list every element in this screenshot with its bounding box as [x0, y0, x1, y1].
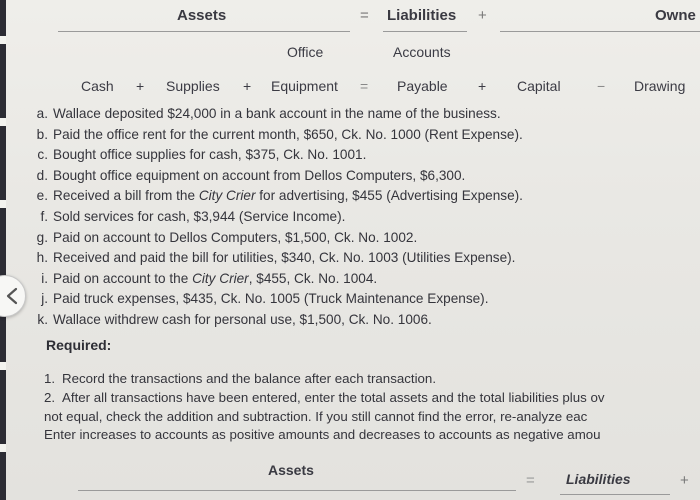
transaction-letter: d.: [36, 167, 48, 183]
col-equipment: Equipment: [271, 78, 338, 94]
transaction-text: Paid on account to the: [53, 270, 193, 286]
col-office: Office: [287, 44, 324, 60]
header-rule-liabilities: [383, 31, 467, 32]
transaction-text: Bought office supplies for cash, $375, Ck. No. 1001.: [53, 147, 367, 163]
header-assets: Assets: [177, 7, 227, 24]
col-plus-3: +: [478, 78, 487, 94]
header-liabilities: Liabilities: [387, 7, 457, 24]
transaction-letter: k.: [37, 311, 48, 327]
required-item-text: Record the transactions and the balance after each transaction.: [62, 371, 437, 386]
transaction-letter: b.: [36, 126, 48, 142]
edge-mark: [0, 444, 6, 452]
transaction-item: [30, 186, 523, 207]
col-drawing: Drawing: [634, 78, 686, 94]
chevron-left-icon: [5, 287, 19, 305]
header-plus: +: [478, 7, 487, 24]
transaction-text: Wallace withdrew cash for personal use, $1,500, Ck. No. 1006.: [53, 311, 432, 327]
col-capital: Capital: [517, 78, 561, 94]
col-accounts: Accounts: [393, 44, 451, 60]
transaction-letter: i.: [41, 270, 48, 286]
transactions-list: [30, 104, 523, 331]
transaction-item: [30, 207, 523, 228]
col-plus-2: +: [243, 78, 252, 94]
transaction-letter: e.: [36, 188, 48, 204]
transaction-item: [30, 166, 523, 187]
transaction-text: Sold services for cash, $3,944 (Service Income).: [53, 208, 346, 224]
bottom-rule-assets: [78, 490, 516, 491]
bottom-header-equals: =: [526, 472, 535, 489]
transaction-vendor-name: City Crier: [192, 270, 249, 286]
transaction-text: Received and paid the bill for utilities, $340, Ck. No. 1003 (Utilities Expense).: [53, 250, 516, 266]
transaction-letter: g.: [36, 229, 48, 245]
header-rule-owners: [500, 31, 700, 32]
bottom-header-assets: Assets: [268, 462, 314, 478]
required-item-1: [44, 370, 605, 389]
transaction-text: Wallace deposited $24,000 in a bank account in the name of the business.: [53, 106, 501, 121]
transaction-letter: h.: [36, 250, 48, 266]
required-item-text: After all transactions have been entered, enter the total assets and the total liabilities plus ov: [62, 389, 605, 405]
transaction-item: [30, 228, 523, 249]
transaction-item: [30, 104, 523, 125]
required-item-2-continued: [44, 408, 605, 427]
transaction-item: [30, 145, 523, 166]
transaction-item: [30, 248, 523, 269]
header-owners: Owne: [655, 7, 696, 24]
transaction-vendor-name: City Crier: [198, 188, 256, 204]
edge-mark: [0, 36, 6, 44]
transaction-item: [30, 269, 523, 290]
header-equals: =: [360, 7, 369, 24]
required-item-text: not equal, check the addition and subtraction. If you still cannot find the error, re-analyze eac: [44, 408, 588, 424]
transaction-text: Paid truck expenses, $435, Ck. No. 1005 (Truck Maintenance Expense).: [53, 291, 489, 307]
bottom-rule-liabilities: [560, 494, 670, 495]
edge-mark: [0, 200, 6, 208]
required-list: [44, 370, 605, 445]
transaction-text: , $455, Ck. No. 1004.: [248, 270, 378, 286]
col-supplies: Supplies: [166, 78, 220, 94]
edge-mark: [0, 118, 6, 126]
bottom-header-liabilities: Liabilities: [566, 471, 631, 487]
back-button[interactable]: [0, 275, 26, 317]
required-item-2: [44, 389, 605, 408]
transaction-letter: a.: [36, 106, 48, 121]
col-minus: −: [597, 78, 606, 94]
transaction-letter: c.: [37, 147, 48, 163]
transaction-item: [30, 289, 523, 310]
transaction-text: Paid on account to Dellos Computers, $1,500, Ck. No. 1002.: [53, 229, 418, 245]
transaction-text: Received a bill from the: [53, 188, 199, 204]
col-cash: Cash: [81, 78, 114, 94]
col-plus-1: +: [136, 78, 145, 94]
transaction-text: for advertising, $455 (Advertising Expense).: [255, 188, 523, 204]
transaction-letter: j.: [41, 291, 48, 307]
required-item-number: 1.: [44, 371, 56, 386]
required-item-2-continued: [44, 426, 605, 445]
transaction-item: [30, 125, 523, 146]
edge-mark: [0, 362, 6, 370]
transaction-text: Bought office equipment on account from Dellos Computers, $6,300.: [53, 167, 466, 183]
bottom-header-plus: +: [680, 472, 689, 489]
col-payable: Payable: [397, 78, 448, 94]
transaction-item: [30, 310, 523, 331]
transaction-text: Paid the office rent for the current month, $650, Ck. No. 1000 (Rent Expense).: [53, 126, 523, 142]
required-item-number: 2.: [44, 389, 56, 405]
required-item-text: Enter increases to accounts as positive amounts and decreases to accounts as negative amou: [44, 427, 601, 443]
col-equals: =: [360, 78, 369, 94]
header-rule-assets: [58, 31, 350, 32]
required-title: Required:: [46, 337, 112, 353]
left-edge-strip: [0, 0, 6, 500]
transaction-letter: f.: [40, 208, 48, 224]
